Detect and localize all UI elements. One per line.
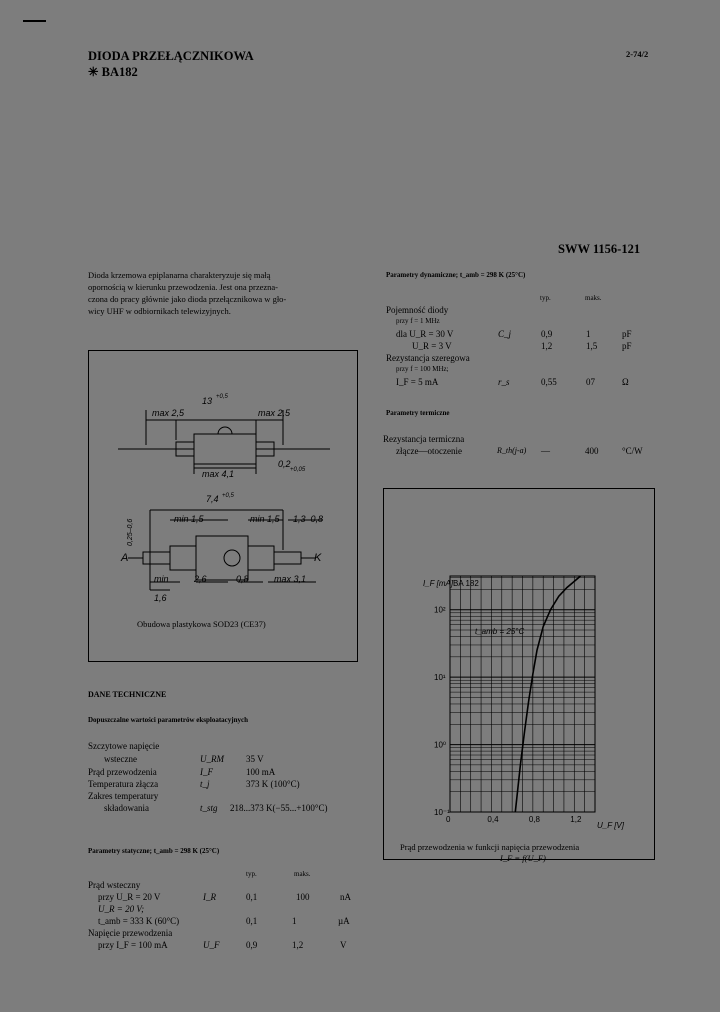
dim-body-max: max 4,1 — [202, 469, 235, 479]
cathode-label: K — [314, 552, 322, 564]
thermal-unit: °C/W — [622, 446, 643, 456]
dynamic-max: 07 — [586, 377, 595, 387]
intro-line: wicy UHF w odbiornikach telewizyjnych. — [88, 306, 231, 316]
limit-sym: t_j — [200, 779, 210, 789]
dim-height: 0,25–0,6 — [127, 518, 134, 546]
dynamic-row: Pojemność diody — [386, 305, 449, 315]
x-tick: 0,4 — [487, 815, 499, 824]
y-axis-label: I_F [mA] — [423, 579, 454, 588]
static-max: 1,2 — [292, 940, 304, 950]
chart-caption: Prąd przewodzenia w funkcji napięcia przewodzenia — [400, 842, 580, 852]
dim-pitch: 2,6 — [194, 574, 207, 584]
dim-max-right: max 3,1 — [274, 574, 307, 584]
limit-val: 35 V — [246, 754, 264, 764]
limit-sym: I_F — [200, 767, 213, 777]
static-max: 100 — [296, 892, 310, 902]
dynamic-col-max: maks. — [585, 294, 602, 302]
y-tick: 10¹ — [434, 673, 446, 683]
y-tick: 10² — [434, 605, 446, 615]
static-row: przy I_F = 100 mA — [98, 940, 168, 950]
technical-title: DANE TECHNICZNE — [88, 690, 167, 699]
dim-min-low: min — [154, 574, 169, 584]
dynamic-row: przy f = 1 MHz — [396, 317, 440, 325]
static-sym: U_F — [203, 940, 220, 950]
corner-rule — [23, 20, 46, 22]
dim-left-max: max 2,5 — [152, 408, 185, 418]
chart-caption-formula: I_F = f(U_F) — [500, 853, 546, 863]
static-unit: nA — [340, 892, 351, 902]
dynamic-row: dla U_R = 30 V — [396, 329, 454, 339]
dim-length: 7,4 — [206, 494, 219, 504]
dim-min-right: min 1,5 — [250, 514, 280, 524]
static-row: Napięcie przewodzenia — [88, 928, 173, 938]
dynamic-max: 1,5 — [586, 341, 598, 351]
static-col-max: maks. — [294, 870, 311, 878]
limit-row: składowania — [104, 803, 149, 813]
intro-paragraph — [88, 269, 358, 317]
anode-label: A — [121, 552, 129, 564]
dynamic-unit: pF — [622, 341, 632, 351]
static-typ: 0,9 — [246, 940, 258, 950]
thermal-title: Parametry termiczne — [386, 409, 450, 417]
limit-row: wsteczne — [104, 754, 137, 764]
thermal-typ: — — [541, 446, 550, 456]
x-axis-label: U_F [V] — [597, 821, 624, 830]
limit-row: Temperatura złącza — [88, 779, 159, 789]
dynamic-sym: r_s — [498, 377, 510, 387]
dynamic-max: 1 — [586, 329, 591, 339]
static-unit: V — [340, 940, 347, 950]
static-row: przy U_R = 20 V — [98, 892, 161, 902]
dynamic-unit: Ω — [622, 377, 629, 387]
dynamic-title: Parametry dynamiczne; t_amb = 298 K (25°C) — [386, 271, 526, 279]
star-icon: ✳ — [88, 65, 99, 79]
dim-d-low: 1,6 — [154, 593, 167, 603]
dynamic-unit: pF — [622, 329, 632, 339]
dim-length-tol: +0,5 — [222, 493, 234, 499]
static-typ: 0,1 — [246, 916, 258, 926]
dim-d1: 0,8 — [236, 574, 249, 584]
dynamic-sym: C_j — [498, 329, 512, 339]
dim-overall: 13 — [202, 396, 213, 406]
static-row: U_R = 20 V; — [98, 904, 145, 914]
dynamic-col-typ: typ. — [540, 294, 551, 302]
static-unit: µA — [338, 916, 350, 926]
dynamic-row: przy f = 100 MHz; — [396, 365, 449, 373]
package-caption: Obudowa plastykowa SOD23 (CE37) — [137, 619, 266, 629]
limit-sym: U_RM — [200, 754, 224, 764]
model-line — [88, 64, 138, 80]
dim-overall-tol: +0,5 — [216, 394, 228, 400]
dynamic-row: I_F = 5 mA — [396, 377, 439, 387]
static-col-typ: typ. — [246, 870, 257, 878]
y-tick: 10⁰ — [434, 740, 447, 750]
x-tick: 0 — [446, 815, 451, 824]
dim-lead-tol: +0,05 — [290, 467, 306, 473]
static-typ: 0,1 — [246, 892, 258, 902]
limit-row: Szczytowe napięcie — [88, 741, 160, 751]
limits-title: Dopuszczalne wartości parametrów eksploatacyjnych — [88, 716, 249, 724]
static-row: t_amb = 333 K (60°C) — [98, 916, 180, 926]
dynamic-typ: 0,9 — [541, 329, 553, 339]
dynamic-typ: 1,2 — [541, 341, 553, 351]
dynamic-typ: 0,55 — [541, 377, 557, 387]
limit-row: Zakres temperatury — [88, 791, 159, 801]
thermal-sym: R_th(j-a) — [497, 446, 527, 455]
thermal-label: Rezystancja termiczna — [383, 434, 465, 444]
dim-min-left: min 1,5 — [174, 514, 204, 524]
catalog-number: SWW 1156-121 — [558, 242, 641, 256]
limit-row: Prąd przewodzenia — [88, 767, 157, 777]
dynamic-row: U_R = 3 V — [412, 341, 452, 351]
limit-val: 218...373 K(−55...+100°C) — [230, 803, 328, 813]
page-ref: 2-74/2 — [626, 49, 649, 59]
series-line-ba182 — [515, 576, 580, 812]
intro-line: opornością w kierunku przewodzenia. Jest ona przezna- — [88, 282, 278, 292]
limit-val: 100 mA — [246, 767, 276, 777]
static-row: Prąd wsteczny — [88, 880, 141, 890]
dim-right: 1,3–0,8 — [293, 514, 324, 524]
x-tick: 0,8 — [528, 815, 540, 824]
limit-sym: t_stg — [200, 803, 218, 813]
thermal-max: 400 — [585, 446, 599, 456]
diode-marking-hole — [224, 550, 240, 566]
x-tick: 1,2 — [570, 815, 582, 824]
dynamic-row: Rezystancja szeregowa — [386, 353, 470, 363]
forward-current-chart — [383, 488, 655, 860]
model-name: BA182 — [101, 65, 138, 79]
intro-line: czona do pracy głównie jako dioda przełącznikowa w gło- — [88, 294, 287, 304]
intro-line: Dioda krzemowa epiplanarna charakteryzuje się małą — [88, 270, 271, 280]
dim-right-max: max 2,5 — [258, 408, 291, 418]
static-title: Parametry statyczne; t_amb = 298 K (25°C) — [88, 847, 220, 855]
static-max: 1 — [292, 916, 297, 926]
chart-annotation: t_amb = 25°C — [475, 627, 525, 636]
limit-val: 373 K (100°C) — [246, 779, 300, 789]
static-sym: I_R — [203, 892, 216, 902]
thermal-label: złącze—otoczenie — [396, 446, 462, 456]
y-tick: 10⁻¹ — [434, 808, 450, 817]
diode-body-top — [194, 434, 256, 464]
series-title: BA 182 — [453, 579, 479, 588]
page-title: DIODA PRZEŁĄCZNIKOWA — [88, 49, 254, 63]
dim-lead: 0,2 — [278, 459, 291, 469]
package-drawing — [88, 350, 358, 662]
